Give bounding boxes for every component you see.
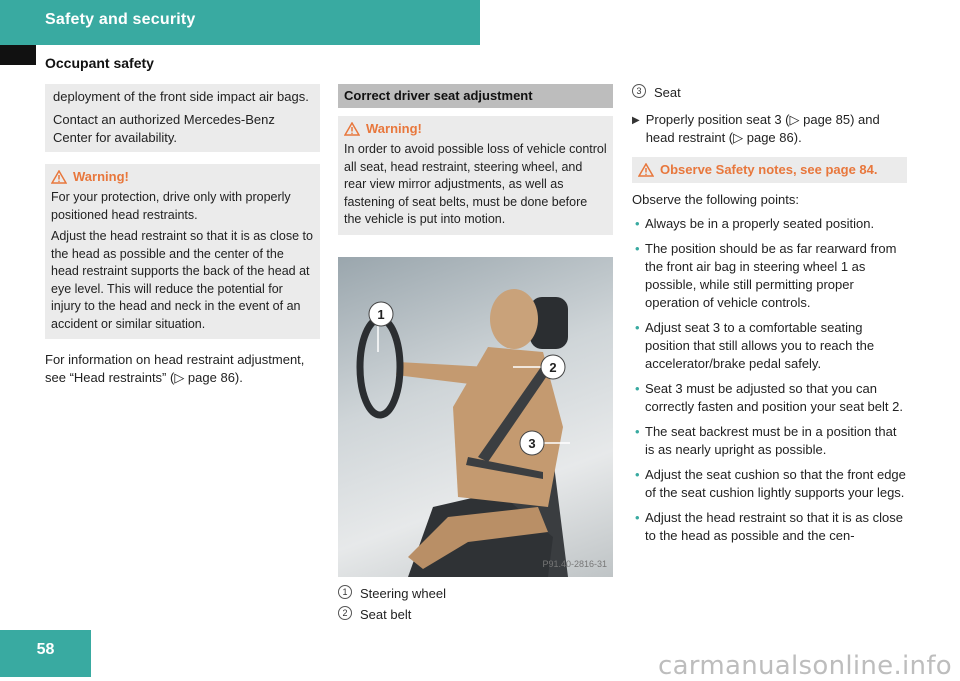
warning-paragraph: For your protection, drive only with properly positioned head restraints. [51, 190, 291, 222]
watermark: carmanualsonline.info [657, 651, 952, 681]
warning-icon [51, 170, 67, 184]
callout-number: 2 [549, 359, 557, 375]
column-right [632, 84, 907, 552]
warning-heading [344, 120, 607, 138]
warning-paragraph: Adjust the head restraint so that it is as close to the head as possible and the center of the head restraint supports the back of the head at eye level. This will reduce the potential for injury to the head and neck in the event of an accident or similar situation. [51, 229, 313, 331]
callout-number: 1 [377, 306, 385, 322]
intro-box [45, 84, 320, 152]
list-item: • Adjust the seat cushion so that the front edge of the seat cushion lightly supports your legs. [632, 466, 907, 502]
legend-label: Steering wheel [360, 585, 446, 601]
dummy-head [490, 289, 538, 349]
driver-figure [338, 257, 613, 577]
legend-label: Seat [654, 85, 681, 100]
image-code: P91.40-2816-31 [542, 558, 607, 569]
chapter-header [0, 0, 480, 45]
list-item: • The seat backrest must be in a position that is as nearly upright as possible. [632, 423, 907, 459]
driver-seat-illustration [338, 257, 613, 577]
info-paragraph: For information on head restraint adjustment, see “Head restraints” (▷ page 86). [45, 352, 305, 385]
legend-item [338, 606, 613, 624]
section-heading: Correct driver seat adjustment [338, 84, 613, 108]
points-intro: Observe the following points: [632, 192, 799, 207]
warning-box [338, 116, 613, 235]
legend-item [632, 84, 907, 102]
warning-icon [638, 163, 654, 177]
step-arrow-icon: ▶ [632, 115, 640, 126]
page-number: 58 [0, 630, 91, 677]
instruction-step [632, 111, 907, 147]
observe-box [632, 157, 907, 183]
observe-title: Observe Safety notes, see page 84. [660, 162, 878, 177]
list-item: • Adjust the head restraint so that it is as close to the head as possible and the cen- [632, 509, 907, 545]
legend-item [338, 585, 613, 603]
warning-title: Warning! [73, 169, 129, 184]
points-list [632, 215, 907, 545]
intro-paragraph: Contact an authorized Mercedes-Benz Center for availability. [53, 112, 275, 145]
warning-paragraph: In order to avoid possible loss of vehicle control all seat, head restraint, steering wheel, and rear view mirror adjustments, as well as fastening of seat belts, must be done before the vehicle is put into motion. [344, 142, 607, 226]
column-middle [338, 84, 613, 627]
warning-box [45, 164, 320, 339]
warning-title: Warning! [366, 121, 422, 136]
callout-number: 3 [528, 435, 536, 451]
column-left [45, 84, 320, 387]
list-item: • Always be in a properly seated position. [632, 215, 907, 233]
image-legend [338, 585, 613, 624]
steering-wheel [360, 319, 400, 415]
list-item: • Seat 3 must be adjusted so that you can correctly fasten and position your seat belt 2. [632, 380, 907, 416]
warning-heading [51, 168, 314, 186]
section-title: Occupant safety [45, 55, 154, 71]
legend-number: 3 [632, 84, 646, 98]
legend-label: Seat belt [360, 606, 412, 622]
legend-number: 2 [338, 606, 352, 620]
list-item: • Adjust seat 3 to a comfortable seating position that still allows you to reach the accelerator/brake pedal safely. [632, 319, 907, 373]
chapter-title: Safety and security [45, 11, 196, 28]
warning-icon [344, 122, 360, 136]
section-marker [0, 45, 36, 65]
legend-number: 1 [338, 585, 352, 599]
observe-heading [638, 161, 901, 179]
intro-paragraph: deployment of the front side impact air bags. [53, 89, 309, 104]
instruction-text: Properly position seat 3 (▷ page 85) and head restraint (▷ page 86). [645, 112, 880, 145]
list-item: • The position should be as far rearward from the front air bag in steering wheel 1 as possible, while still permitting proper operation of vehicle controls. [632, 240, 907, 312]
